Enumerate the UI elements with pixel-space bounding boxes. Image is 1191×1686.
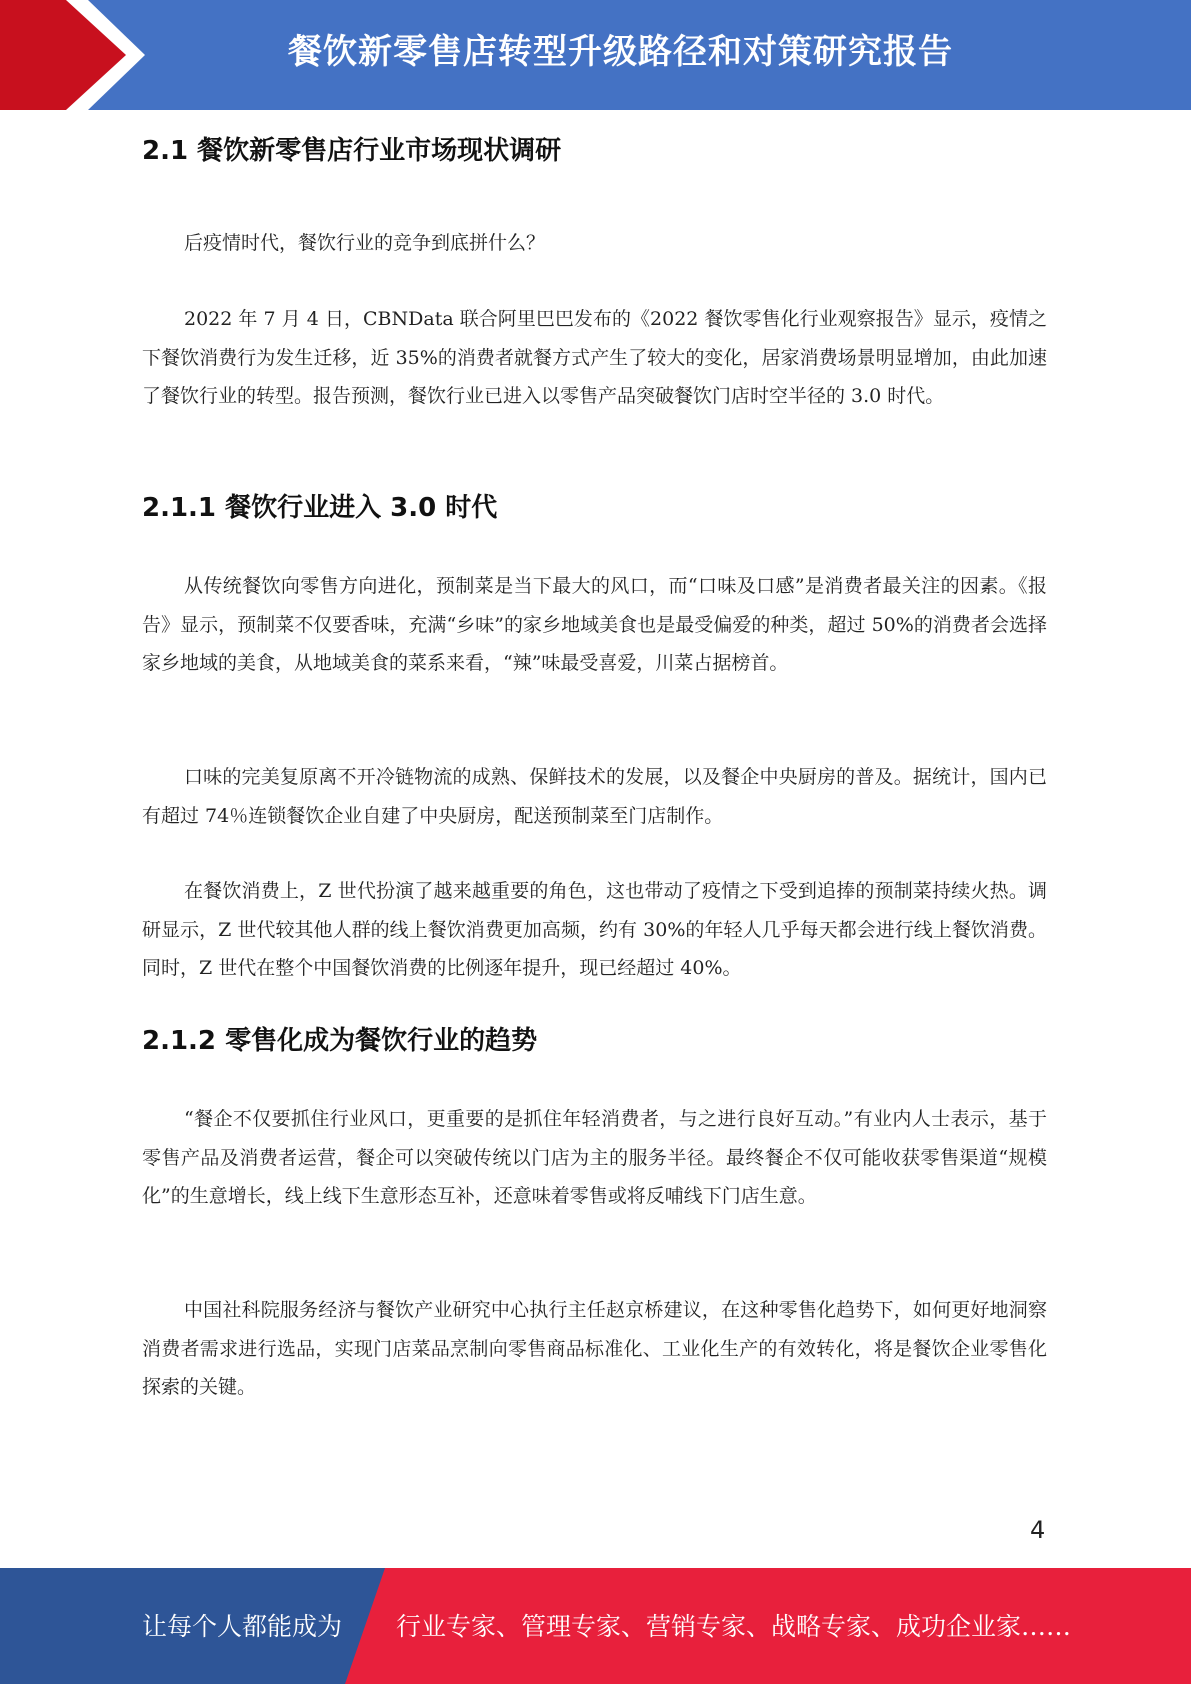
report-title: 餐饮新零售店转型升级路径和对策研究报告 (288, 32, 953, 72)
section-heading-2-1-1: 2.1.1 餐饮行业进入 3.0 时代 (142, 493, 498, 523)
paragraph-prepared-food: 从传统餐饮向零售方向进化，预制菜是当下最大的风口，而“口味及口感”是消费者最关注的因素。《报告》显示，预制菜不仅要香味，充满“乡味”的家乡地域美食也是最受偏爱的种类，超过 50%的消费者会选择家乡地域的美食，从地域美食的菜系来看，“辣”味最受喜爱，川菜占据榜首。 (142, 575, 1047, 674)
paragraph-expert-advice: 中国社科院服务经济与餐饮产业研究中心执行主任赵京桥建议，在这种零售化趋势下，如何更好地洞察消费者需求进行选品，实现门店菜品烹制向零售商品标准化、工业化生产的有效转化，将是餐饮企业零售化探索的关键。 (142, 1299, 1047, 1398)
footer-banner (0, 1568, 1191, 1684)
footer-slogan-right: 行业专家、管理专家、营销专家、战略专家、成功企业家…… (396, 1612, 1072, 1641)
paragraph-industry-insider: “餐企不仅要抓住行业风口，更重要的是抓住年轻消费者，与之进行良好互动。”有业内人士表示，基于零售产品及消费者运营，餐企可以突破传统以门店为主的服务半径。最终餐企不仅可能收获零售渠道“规模化”的生意增长，线上线下生意形态互补，还意味着零售或将反哺线下门店生意。 (142, 1108, 1047, 1207)
paragraph-cold-chain: 口味的完美复原离不开冷链物流的成熟、保鲜技术的发展，以及餐企中央厨房的普及。据统计，国内已有超过 74％连锁餐饮企业自建了中央厨房，配送预制菜至门店制作。 (142, 766, 1047, 827)
section-heading-2-1: 2.1 餐饮新零售店行业市场现状调研 (142, 136, 562, 166)
header-banner (0, 0, 1191, 110)
paragraph-report-summary: 2022 年 7 月 4 日，CBNData 联合阿里巴巴发布的《2022 餐饮零售化行业观察报告》显示，疫情之下餐饮消费行为发生迁移，近 35%的消费者就餐方式产生了较大的变化，居家消费场景明显增加，由此加速了餐饮行业的转型。报告预测，餐饮行业已进入以零售产品突破餐饮门店时空半径的 3.0 时代。 (142, 308, 1047, 407)
paragraph-gen-z: 在餐饮消费上，Z 世代扮演了越来越重要的角色，这也带动了疫情之下受到追捧的预制菜持续火热。调研显示，Z 世代较其他人群的线上餐饮消费更加高频，约有 30%的年轻人几乎每天都会进行线上餐饮消费。同时，Z 世代在整个中国餐饮消费的比例逐年提升，现已经超过 40%。 (142, 880, 1047, 979)
header-arrow-decoration (0, 0, 150, 110)
page-number: 4 (1030, 1516, 1046, 1544)
section-heading-2-1-2: 2.1.2 零售化成为餐饮行业的趋势 (142, 1026, 538, 1056)
footer-slogan-left: 让每个人都能成为 (142, 1612, 343, 1641)
paragraph-intro-question: 后疫情时代，餐饮行业的竞争到底拼什么？ (184, 232, 546, 254)
